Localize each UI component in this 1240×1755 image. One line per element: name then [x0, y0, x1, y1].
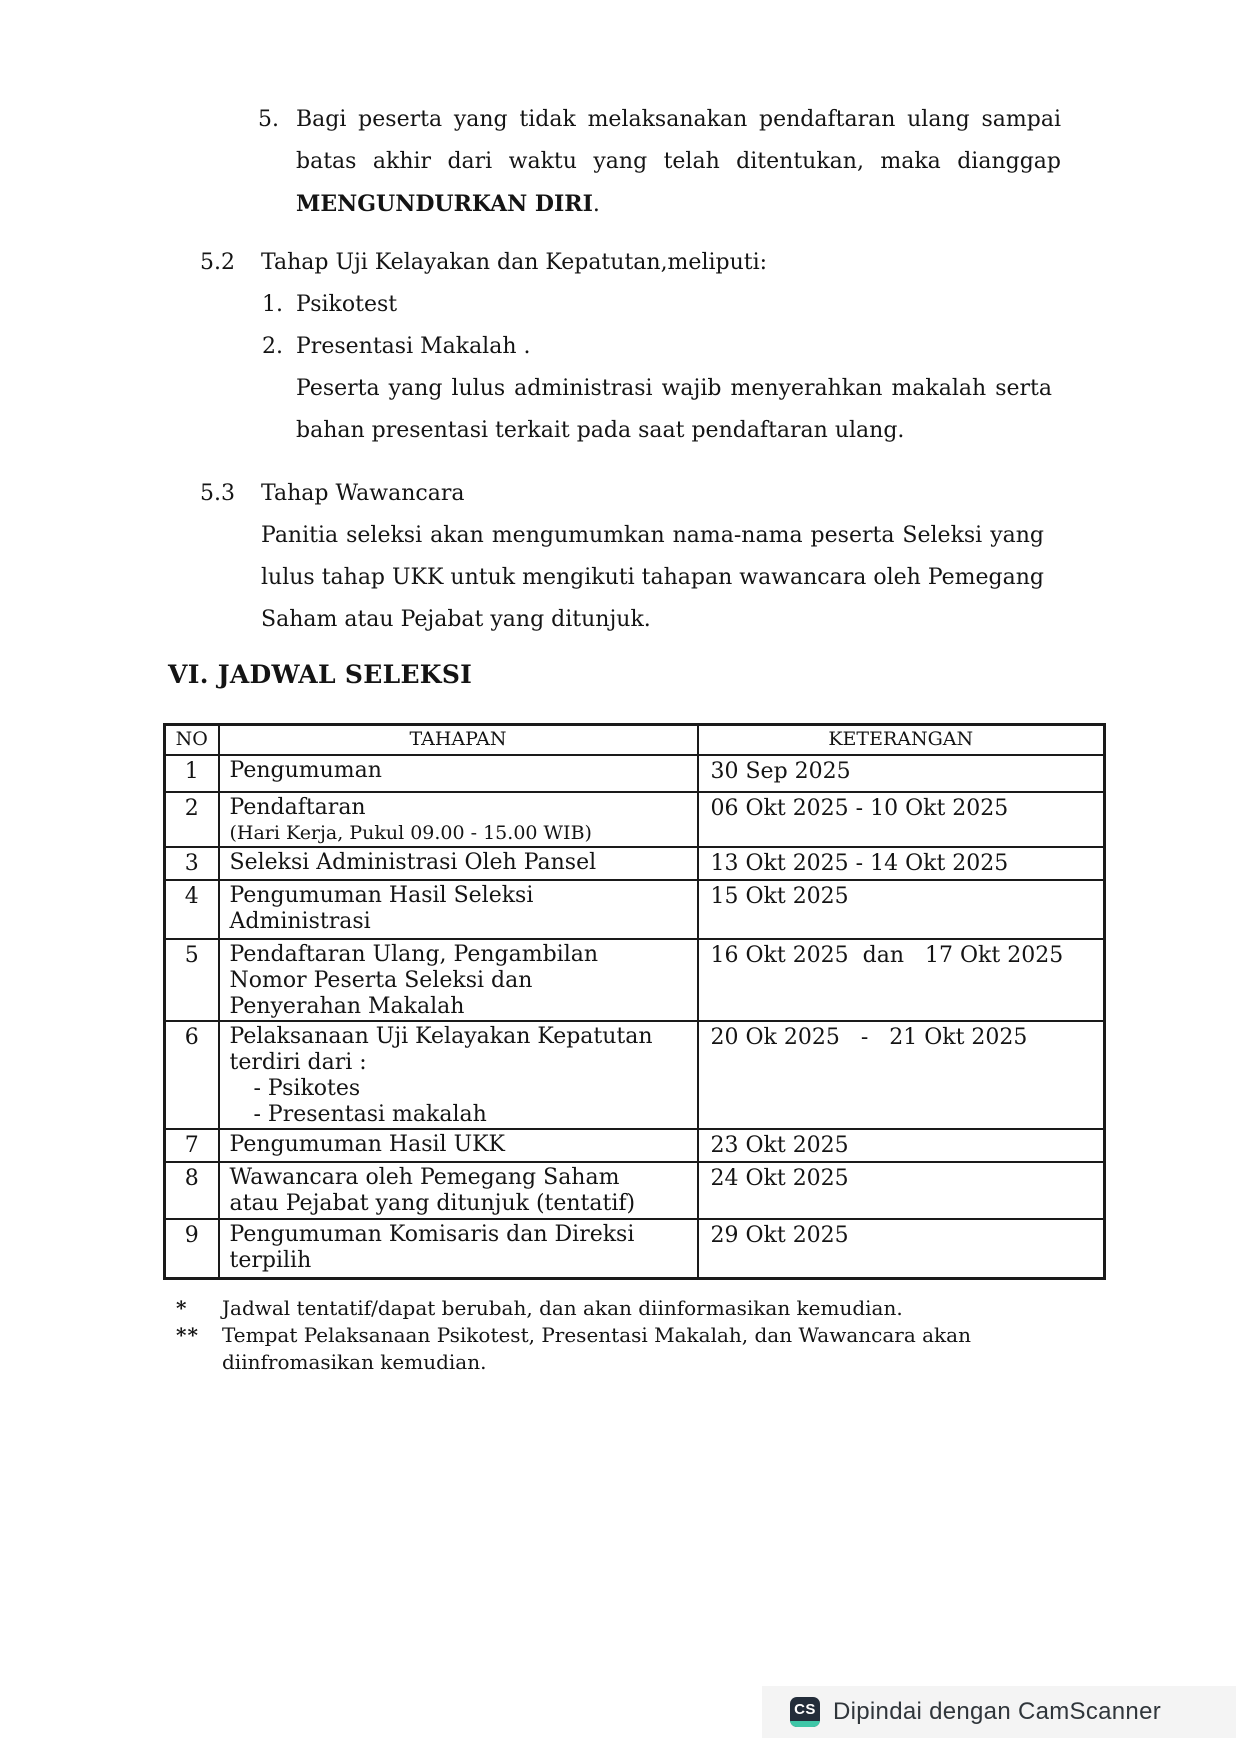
section-5-2-paragraph: Peserta yang lulus administrasi wajib menyerahkan makalah serta bahan presentasi terkait pada saat pendaftaran ulang.	[296, 376, 1052, 443]
footnote-marker: *	[176, 1296, 188, 1320]
clause-5-number: 5.	[258, 107, 279, 132]
tahapan-line: Penyerahan Makalah	[229, 994, 465, 1019]
tahapan-line: Pelaksanaan Uji Kelayakan Kepatutan	[229, 1024, 653, 1049]
cell-no: 5	[165, 939, 219, 1021]
cell-tahapan	[219, 792, 698, 847]
section-5-3-number: 5.3	[200, 481, 235, 506]
cell-no: 9	[165, 1219, 219, 1278]
table-row	[165, 755, 1105, 792]
table-row	[165, 1021, 1105, 1129]
tahapan-line: Pendaftaran Ulang, Pengambilan	[229, 942, 599, 967]
table-row	[165, 792, 1105, 847]
footnote-text: Tempat Pelaksanaan Psikotest, Presentasi Makalah, dan Wawancara akan diinfromasikan kemudian.	[222, 1323, 971, 1374]
list-item-text: Psikotest	[296, 292, 398, 317]
cell-keterangan: 24 Okt 2025	[698, 1162, 1105, 1219]
camscanner-label: Dipindai dengan CamScanner	[833, 1698, 1162, 1725]
tahapan-line: Seleksi Administrasi Oleh Pansel	[229, 850, 597, 875]
clause-5-bold-text: MENGUNDURKAN DIRI	[296, 191, 593, 217]
table-header-row	[165, 725, 1105, 756]
cell-keterangan: 23 Okt 2025	[698, 1129, 1105, 1162]
table-row	[165, 1219, 1105, 1278]
section-5-3-paragraph: Panitia seleksi akan mengumumkan nama-nama peserta Seleksi yang lulus tahap UKK untuk mengikuti tahapan wawancara oleh Pemegang Saham atau Pejabat yang ditunjuk.	[261, 523, 1044, 632]
tahapan-line: - Presentasi makalah	[253, 1102, 487, 1127]
section-5-3	[200, 473, 1060, 641]
schedule-heading: VI. JADWAL SELEKSI	[168, 660, 473, 689]
section-5-3-heading	[200, 473, 1060, 515]
footnotes	[176, 1295, 1017, 1376]
cell-tahapan	[219, 939, 698, 1021]
cell-no: 3	[165, 847, 219, 880]
section-5-2-title: Tahap Uji Kelayakan dan Kepatutan,meliputi:	[261, 250, 768, 275]
camscanner-icon	[790, 1697, 820, 1727]
section-5-2-number: 5.2	[200, 250, 235, 275]
tahapan-line: terdiri dari :	[229, 1050, 367, 1075]
tahapan-line: Pengumuman Hasil Seleksi	[229, 883, 534, 908]
schedule-table	[163, 723, 1106, 1280]
footnote-marker: **	[176, 1323, 199, 1347]
list-item	[262, 326, 1060, 368]
list-item	[262, 284, 1060, 326]
cell-no: 6	[165, 1021, 219, 1129]
tahapan-line: Nomor Peserta Seleksi dan	[229, 968, 533, 993]
cell-tahapan	[219, 1162, 698, 1219]
list-item-number: 2.	[262, 334, 283, 359]
clause-5	[258, 99, 1061, 226]
cell-keterangan: 30 Sep 2025	[698, 755, 1105, 792]
footnote	[176, 1322, 1017, 1376]
column-header-no: NO	[165, 725, 219, 756]
cell-no: 8	[165, 1162, 219, 1219]
cell-keterangan: 13 Okt 2025 - 14 Okt 2025	[698, 847, 1105, 880]
tahapan-line: (Hari Kerja, Pukul 09.00 - 15.00 WIB)	[229, 822, 592, 844]
cell-no: 7	[165, 1129, 219, 1162]
cell-keterangan: 06 Okt 2025 - 10 Okt 2025	[698, 792, 1105, 847]
cell-keterangan: 29 Okt 2025	[698, 1219, 1105, 1278]
cell-keterangan: 15 Okt 2025	[698, 880, 1105, 939]
cell-no: 2	[165, 792, 219, 847]
clause-5-suffix: .	[592, 192, 600, 217]
cell-no: 1	[165, 755, 219, 792]
cell-no: 4	[165, 880, 219, 939]
tahapan-line: terpilih	[229, 1248, 312, 1273]
tahapan-line: Administrasi	[229, 909, 371, 934]
tahapan-line: - Psikotes	[253, 1076, 361, 1101]
tahapan-line: Pengumuman	[229, 758, 382, 783]
tahapan-line: Pengumuman Hasil UKK	[229, 1132, 505, 1157]
table-row	[165, 880, 1105, 939]
tahapan-line: Wawancara oleh Pemegang Saham	[229, 1165, 620, 1190]
camscanner-bar	[762, 1686, 1236, 1738]
footnote-text: Jadwal tentatif/dapat berubah, dan akan diinformasikan kemudian.	[222, 1296, 903, 1320]
cell-tahapan	[219, 755, 698, 792]
tahapan-line: Pendaftaran	[229, 795, 366, 820]
section-5-2	[200, 242, 1060, 452]
list-item-number: 1.	[262, 292, 283, 317]
tahapan-line: atau Pejabat yang ditunjuk (tentatif)	[229, 1191, 636, 1216]
camscanner-icon-label: CS	[794, 1701, 816, 1718]
table-row	[165, 939, 1105, 1021]
list-item-text: Presentasi Makalah .	[296, 334, 531, 359]
cell-keterangan: 16 Okt 2025 dan 17 Okt 2025	[698, 939, 1105, 1021]
clause-5-text: Bagi peserta yang tidak melaksanakan pendaftaran ulang sampai batas akhir dari waktu yang telah ditentukan, maka dianggap	[296, 107, 1061, 174]
cell-tahapan	[219, 1219, 698, 1278]
section-5-2-heading	[200, 242, 1060, 284]
table-row	[165, 1129, 1105, 1162]
footnote	[176, 1295, 1017, 1322]
table-row	[165, 847, 1105, 880]
clause-5-paragraph	[296, 99, 1061, 226]
cell-tahapan	[219, 1129, 698, 1162]
section-5-3-title: Tahap Wawancara	[261, 481, 465, 506]
cell-tahapan	[219, 880, 698, 939]
cell-keterangan: 20 Ok 2025 - 21 Okt 2025	[698, 1021, 1105, 1129]
cell-tahapan	[219, 847, 698, 880]
camscanner-icon-accent	[790, 1721, 820, 1727]
tahapan-line: Pengumuman Komisaris dan Direksi	[229, 1222, 635, 1247]
column-header-tahapan: TAHAPAN	[219, 725, 698, 756]
table-row	[165, 1162, 1105, 1219]
cell-tahapan	[219, 1021, 698, 1129]
column-header-keterangan: KETERANGAN	[698, 725, 1105, 756]
